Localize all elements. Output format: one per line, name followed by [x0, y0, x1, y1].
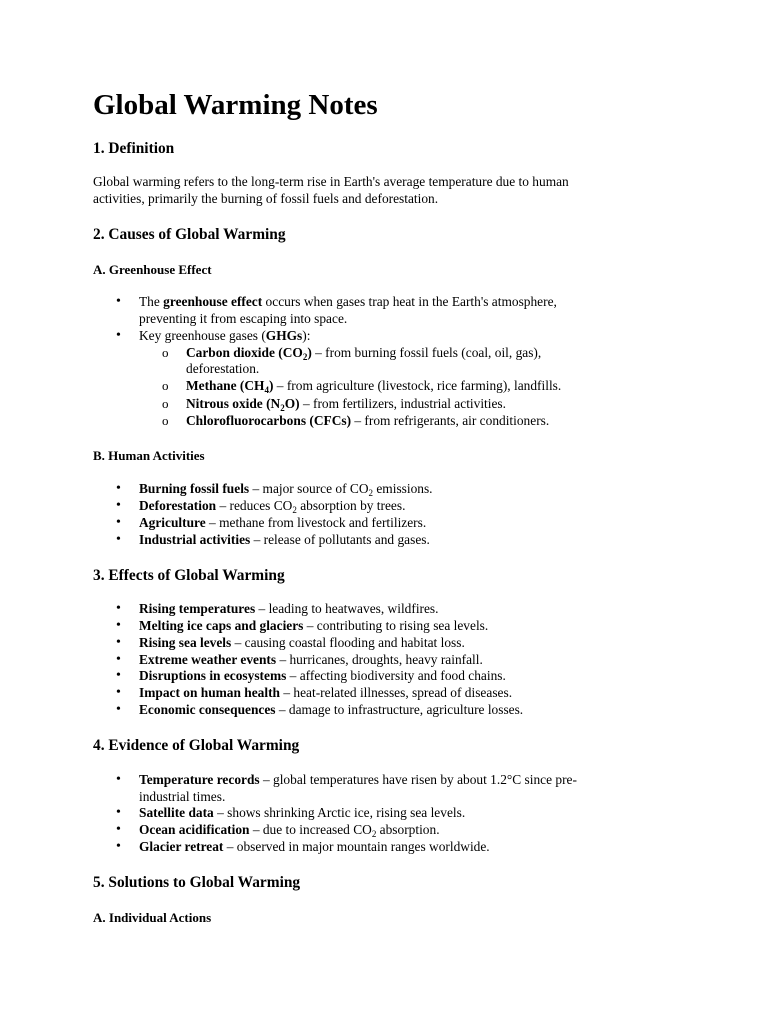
heading-evidence: 4. Evidence of Global Warming [93, 737, 300, 754]
bullet-icon: • [116, 328, 121, 343]
bullet-icon: • [116, 532, 121, 547]
effect-item: Extreme weather events – hurricanes, droughts, heavy rainfall. [139, 652, 483, 667]
effect-item: Rising temperatures – leading to heatwaves, wildfires. [139, 601, 439, 616]
evidence-item-1-cont: industrial times. [139, 789, 226, 804]
bullet-icon: • [116, 839, 121, 854]
heading-greenhouse-effect: A. Greenhouse Effect [93, 262, 212, 277]
effect-item: Impact on human health – heat-related illnesses, spread of diseases. [139, 685, 513, 700]
bullet-icon: • [116, 668, 121, 683]
heading-effects: 3. Effects of Global Warming [93, 567, 285, 584]
greenhouse-bullet-1: The greenhouse effect occurs when gases trap heat in the Earth's atmosphere, [139, 294, 557, 309]
human-activity-1: Burning fossil fuels – major source of $CO_2$ emissions. [139, 481, 433, 498]
definition-line-2: activities, primarily the burning of fossil fuels and deforestation. [93, 191, 439, 206]
page-title: Global Warming Notes [93, 89, 378, 121]
gas-item-methane: Methane $(CH_4)$ – from agriculture (livestock, rice farming), landfills. [186, 378, 562, 395]
evidence-item-2: Satellite data – shows shrinking Arctic ice, rising sea levels. [139, 805, 466, 820]
heading-solutions: 5. Solutions to Global Warming [93, 874, 301, 891]
bullet-icon: • [116, 685, 121, 700]
bullet-icon: • [116, 515, 121, 530]
bullet-icon: • [116, 601, 121, 616]
heading-causes: 2. Causes of Global Warming [93, 226, 286, 243]
bullet-icon: • [116, 635, 121, 650]
effect-item: Economic consequences – damage to infrastructure, agriculture losses. [139, 702, 524, 717]
evidence-item-3: Ocean acidification – due to increased $CO_2$ absorption. [139, 822, 440, 839]
gas-item-co2: Carbon dioxide $(CO_2)$ – from burning fossil fuels (coal, oil, gas), [186, 345, 542, 362]
gas-item-nitrous-oxide: Nitrous oxide $(N_2O)$ – from fertilizers, industrial activities. [186, 396, 506, 413]
greenhouse-bullet-1-cont: preventing it from escaping into space. [139, 311, 348, 326]
heading-individual-actions: A. Individual Actions [93, 910, 212, 925]
sub-bullet-icon: o [162, 413, 169, 428]
bullet-icon: • [116, 805, 121, 820]
sub-bullet-icon: o [162, 345, 169, 360]
heading-human-activities: B. Human Activities [93, 448, 205, 463]
effect-item: Disruptions in ecosystems – affecting biodiversity and food chains. [139, 668, 506, 683]
gas-item-co2-cont: deforestation. [186, 361, 260, 376]
bullet-icon: • [116, 822, 121, 837]
bullet-icon: • [116, 772, 121, 787]
evidence-item-4: Glacier retreat – observed in major mountain ranges worldwide. [139, 839, 490, 854]
evidence-item-1: Temperature records – global temperatures have risen by about 1.2°C since pre- [139, 772, 577, 787]
bullet-icon: • [116, 294, 121, 309]
human-activity-4: Industrial activities – release of pollutants and gases. [139, 532, 430, 547]
bullet-icon: • [116, 498, 121, 513]
human-activity-3: Agriculture – methane from livestock and fertilizers. [139, 515, 427, 530]
definition-line-1: Global warming refers to the long-term rise in Earth's average temperature due to human [93, 174, 569, 189]
bullet-icon: • [116, 481, 121, 496]
effect-item: Rising sea levels – causing coastal flooding and habitat loss. [139, 635, 465, 650]
bullet-icon: • [116, 702, 121, 717]
bullet-icon: • [116, 618, 121, 633]
sub-bullet-icon: o [162, 378, 169, 393]
heading-definition: 1. Definition [93, 140, 175, 157]
bullet-icon: • [116, 652, 121, 667]
greenhouse-bullet-2: Key greenhouse gases (GHGs): [139, 328, 311, 343]
effect-item: Melting ice caps and glaciers – contributing to rising sea levels. [139, 618, 489, 633]
human-activity-2: Deforestation – reduces $CO_2$ absorption by trees. [139, 498, 406, 515]
sub-bullet-icon: o [162, 396, 169, 411]
gas-item-cfcs: Chlorofluorocarbons (CFCs) – from refrigerants, air conditioners. [186, 413, 550, 428]
